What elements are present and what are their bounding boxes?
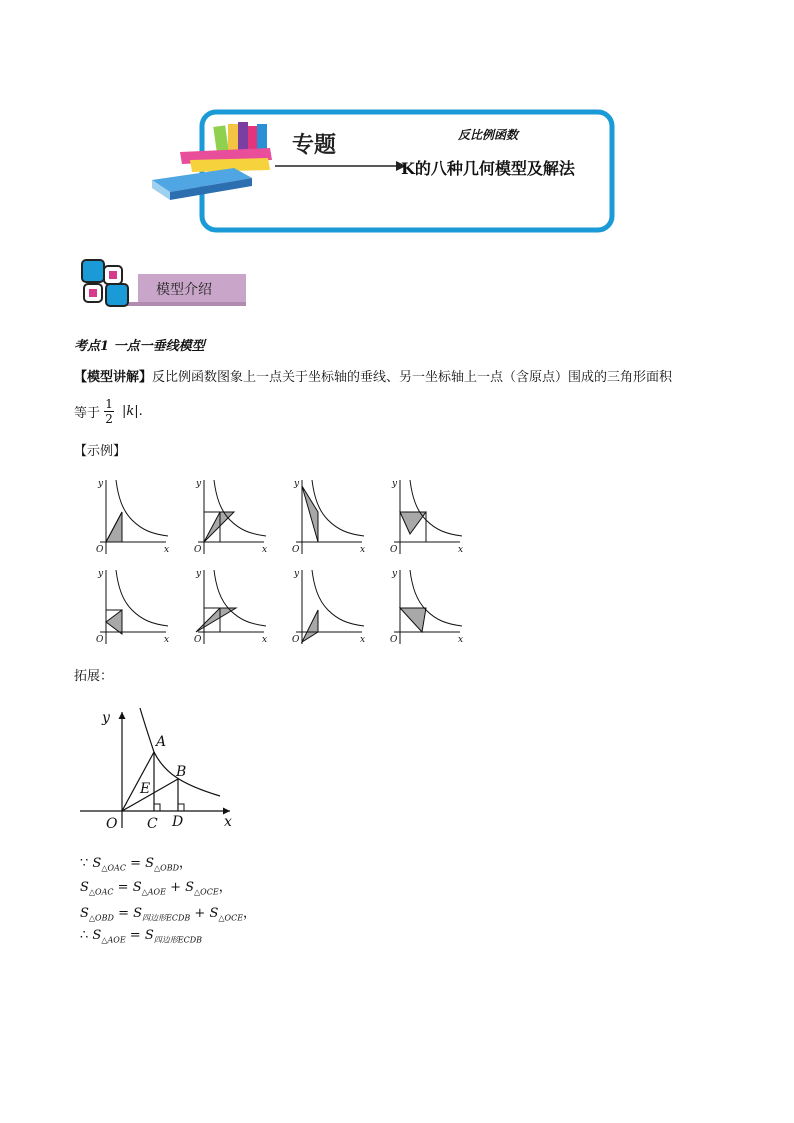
banner-subtitle-1: 反比例函数 bbox=[458, 128, 519, 142]
axis-label-o: O bbox=[292, 635, 300, 645]
axis-label-y: y bbox=[196, 479, 202, 489]
hyperbola-curve bbox=[214, 480, 266, 536]
axis-label-o: O bbox=[96, 545, 104, 555]
explain-paragraph bbox=[74, 369, 672, 387]
axis-label-x: x bbox=[164, 635, 170, 645]
example-figure-2 bbox=[190, 476, 270, 560]
label-C: C bbox=[147, 816, 158, 832]
equation-4: ∴ $S_{\triangle AOE} = S_{四边形ECDB}$ bbox=[80, 928, 203, 945]
hyperbola-curve bbox=[410, 480, 462, 536]
axis-label-o: O bbox=[194, 635, 202, 645]
axis-label-y: y bbox=[294, 479, 300, 489]
axis-label-x: x bbox=[262, 545, 268, 555]
axis-label-y: y bbox=[294, 569, 300, 579]
extension-label: 拓展： bbox=[74, 669, 114, 684]
explain-line2 bbox=[74, 397, 143, 426]
axis-label-x: x bbox=[360, 545, 366, 555]
example-figure-1 bbox=[92, 476, 172, 560]
explain-text: 反比例函数图象上一点关于坐标轴的垂线、另一坐标轴上一点（含原点）围成的三角形面积 bbox=[152, 370, 673, 385]
shaded-triangle bbox=[106, 610, 122, 634]
shaded-triangle bbox=[400, 608, 426, 632]
abs-k: |k| bbox=[122, 404, 139, 419]
label-B: B bbox=[176, 764, 187, 780]
label-E: E bbox=[140, 781, 151, 797]
axis-label-x: x bbox=[360, 635, 366, 645]
axis-label-y: y bbox=[196, 569, 202, 579]
section-label: 模型介绍 bbox=[156, 282, 212, 298]
axis-label-x: x bbox=[164, 545, 170, 555]
hyperbola-curve bbox=[312, 570, 364, 626]
hyperbola-curve bbox=[116, 570, 168, 626]
hyperbola-curve bbox=[140, 708, 220, 796]
axis-label-y: y bbox=[98, 569, 104, 579]
axis-label-y: y bbox=[392, 569, 398, 579]
example-label: 【示例】 bbox=[74, 444, 127, 459]
example-figure-5 bbox=[92, 566, 172, 650]
hyperbola-curve bbox=[214, 570, 266, 626]
explain-tag: 【模型讲解】 bbox=[74, 370, 153, 385]
equation-2: $S_{\triangle OAC} = S_{\triangle AOE} + S_{\triangle OCE}$， bbox=[80, 880, 232, 897]
equation-3: $S_{\triangle OBD} = S_{四边形ECDB} + S_{\triangle OCE}$， bbox=[80, 906, 257, 923]
label-A: A bbox=[156, 734, 167, 750]
fraction-numerator: 1 bbox=[105, 397, 113, 411]
label-x: x bbox=[224, 814, 232, 830]
right-angle-D bbox=[178, 804, 184, 811]
hyperbola-curve bbox=[116, 480, 168, 536]
axis-label-o: O bbox=[194, 545, 202, 555]
explain-suffix: . bbox=[138, 404, 143, 419]
topic-title: 考点1 一点一垂线模型 bbox=[74, 339, 205, 354]
squares-icon bbox=[82, 260, 128, 306]
equation-1: ∵ $S_{\triangle OAC} = S_{\triangle OBD}$， bbox=[80, 856, 193, 873]
fraction-denominator: 2 bbox=[105, 412, 113, 426]
banner-subtitle-2: K的八种几何模型及解法 bbox=[401, 159, 575, 178]
banner-title: 专题 bbox=[292, 133, 337, 158]
extension-figure bbox=[80, 700, 250, 835]
fraction bbox=[104, 397, 114, 426]
axis-label-x: x bbox=[262, 635, 268, 645]
axis-label-x: x bbox=[458, 545, 464, 555]
example-figure-4 bbox=[386, 476, 466, 560]
axis-label-x: x bbox=[458, 635, 464, 645]
axis-label-y: y bbox=[98, 479, 104, 489]
example-figure-6 bbox=[190, 566, 270, 650]
hyperbola-curve bbox=[312, 480, 364, 536]
shaded-triangle bbox=[302, 610, 318, 642]
example-figure-8 bbox=[386, 566, 466, 650]
example-figure-3 bbox=[288, 476, 368, 560]
right-angle-C bbox=[154, 804, 160, 811]
axis-label-o: O bbox=[292, 545, 300, 555]
shaded-triangle bbox=[302, 486, 318, 542]
shaded-triangle bbox=[196, 608, 236, 632]
axis-label-o: O bbox=[96, 635, 104, 645]
axis-label-o: O bbox=[390, 545, 398, 555]
label-O: O bbox=[106, 816, 118, 832]
explain-prefix: 等于 bbox=[74, 406, 101, 421]
axis-label-o: O bbox=[390, 635, 398, 645]
label-y: y bbox=[102, 710, 110, 726]
axis-label-y: y bbox=[392, 479, 398, 489]
shaded-triangle bbox=[204, 512, 234, 542]
label-D: D bbox=[172, 814, 184, 830]
example-figure-7 bbox=[288, 566, 368, 650]
